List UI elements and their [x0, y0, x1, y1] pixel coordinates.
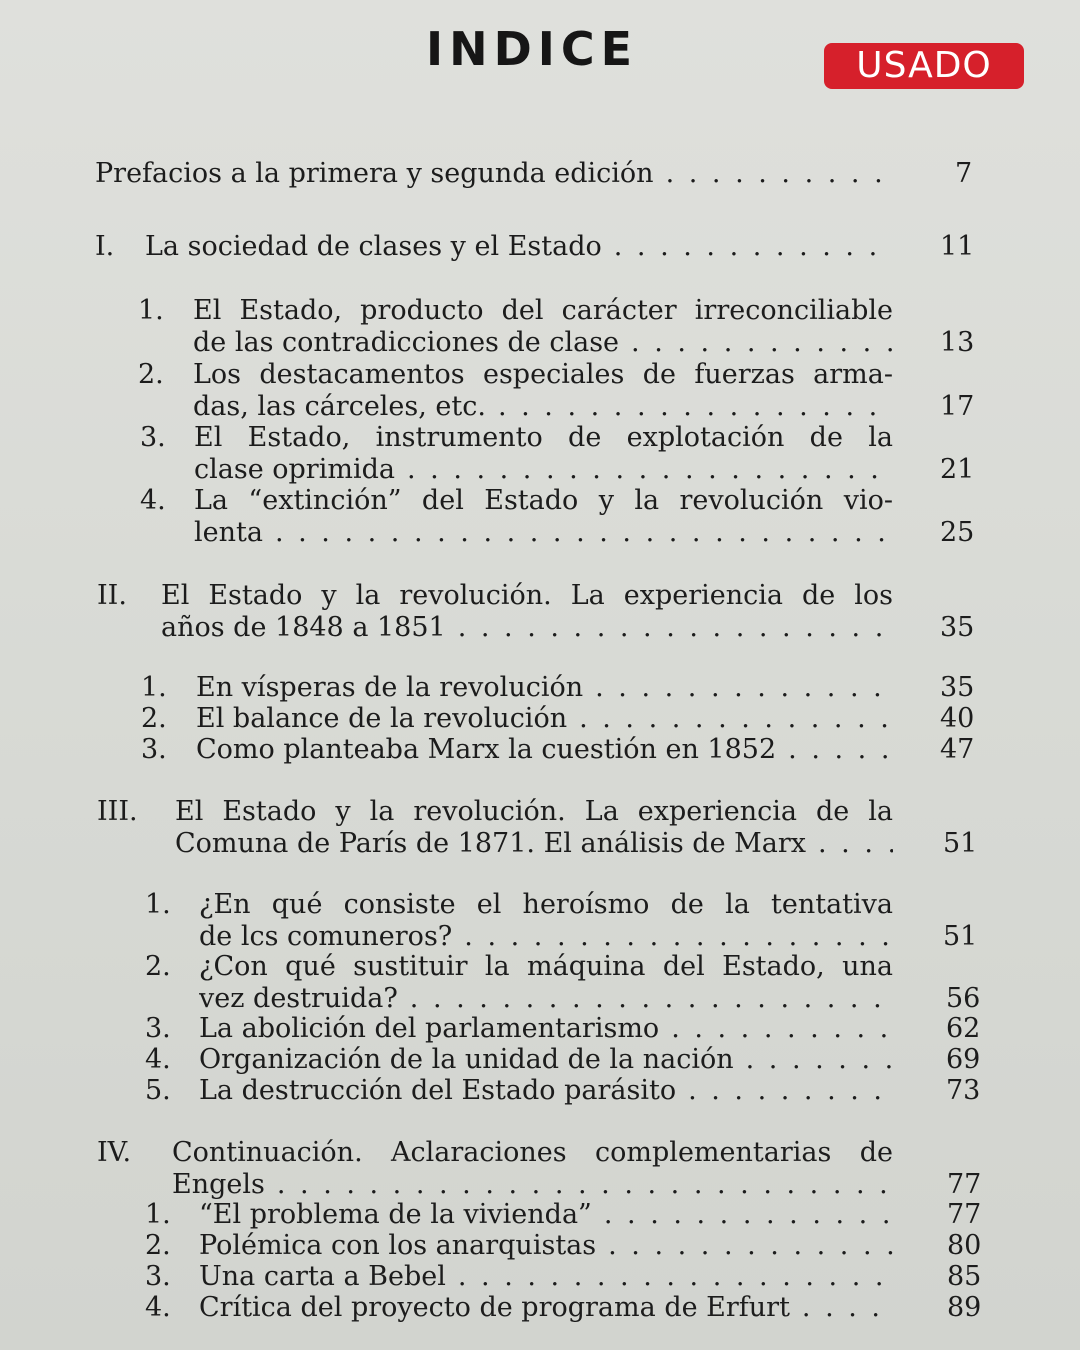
toc-entry-number: 2.	[145, 1230, 171, 1261]
toc-entry	[0, 796, 1080, 860]
toc-entry-text: Continuación. Aclaraciones complementarias de	[172, 1137, 893, 1168]
toc-entry-text: ¿En qué consiste el heroísmo de la tentativa	[199, 889, 893, 920]
toc-entry-line	[161, 580, 893, 612]
toc-entry-number: III.	[97, 796, 138, 827]
toc-entry	[0, 485, 1080, 549]
toc-page-number: 17	[940, 391, 975, 422]
toc-entry-text: Prefacios a la primera y segunda edición	[95, 158, 654, 189]
toc-entry	[0, 295, 1080, 359]
dot-leader	[602, 231, 893, 263]
toc-entry-line	[175, 828, 893, 860]
toc-entry-line	[194, 422, 893, 454]
dot-leader	[395, 454, 893, 486]
toc-entry-line	[199, 1075, 893, 1107]
toc-entry-text: La “extinción” del Estado y la revolución vio-	[194, 485, 893, 516]
toc-entry-text: “El problema de la vivienda”	[199, 1199, 592, 1230]
toc-entry-number: IV.	[97, 1137, 132, 1168]
toc-page-number: 11	[940, 231, 975, 262]
toc-entry-line	[199, 1044, 893, 1076]
toc-page-number: 89	[947, 1292, 982, 1323]
toc-entry	[0, 703, 1080, 735]
toc-entry	[0, 1230, 1080, 1262]
toc-entry	[0, 1199, 1080, 1231]
toc-entry-text: Engels	[172, 1169, 265, 1200]
toc-page-number: 69	[946, 1044, 981, 1075]
toc-entry-text: clase oprimida	[194, 454, 395, 485]
toc-entry-line	[175, 796, 893, 828]
toc-page-number: 85	[947, 1261, 982, 1292]
toc-entry-text: El Estado y la revolución. La experiencia de la	[175, 796, 893, 827]
toc-entry-line	[199, 983, 893, 1015]
toc-entry	[0, 1292, 1080, 1324]
dot-leader	[452, 921, 893, 953]
toc-entry	[0, 231, 1080, 263]
toc-page-number: 51	[943, 828, 978, 859]
toc-entry-line	[172, 1169, 893, 1201]
toc-entry	[0, 1075, 1080, 1107]
toc-entry-line	[199, 889, 893, 921]
dot-leader	[776, 734, 893, 766]
toc-entry-text: lenta	[194, 517, 263, 548]
toc-page-number: 56	[946, 983, 981, 1014]
toc-entry-number: 2.	[145, 951, 171, 982]
toc-entry-number: 1.	[145, 1199, 171, 1230]
toc-entry-text: Polémica con los anarquistas	[199, 1230, 597, 1261]
toc-entry-line	[193, 391, 893, 423]
toc-entry-text: En vísperas de la revolución	[196, 672, 584, 703]
toc-page-number: 47	[940, 734, 975, 765]
toc-page-number: 62	[946, 1013, 981, 1044]
toc-entry-number: 4.	[145, 1044, 171, 1075]
dot-leader	[806, 828, 893, 860]
toc-entry-text: ¿Con qué sustituir la máquina del Estado, una	[199, 951, 893, 982]
toc-entry	[0, 672, 1080, 704]
toc-entry-line	[199, 1013, 893, 1045]
toc-entry-line	[199, 1261, 893, 1293]
dot-leader	[265, 1169, 893, 1201]
dot-leader	[659, 1013, 893, 1045]
toc-page-number: 80	[947, 1230, 982, 1261]
toc-entry-line	[199, 1199, 893, 1231]
dot-leader	[486, 391, 893, 423]
toc-entry-line	[161, 612, 893, 644]
toc-page-number: 35	[940, 672, 975, 703]
toc-entry-line	[145, 231, 893, 263]
used-badge: USADO	[824, 43, 1024, 89]
toc-entry-number: 1.	[145, 889, 171, 920]
toc-entry	[0, 359, 1080, 423]
toc-entry-text: años de 1848 a 1851	[161, 612, 446, 643]
toc-entry-text: Una carta a Bebel	[199, 1261, 446, 1292]
dot-leader	[592, 1199, 893, 1231]
toc-entry-text: de las contradicciones de clase	[193, 327, 620, 358]
toc-entry-line	[194, 517, 893, 549]
toc-entry	[0, 158, 1080, 190]
dot-leader	[446, 1261, 893, 1293]
toc-entry	[0, 1013, 1080, 1045]
toc-entry-number: 4.	[145, 1292, 171, 1323]
toc-entry-text: vez destruida?	[199, 983, 398, 1014]
dot-leader	[790, 1292, 893, 1324]
toc-entry	[0, 1261, 1080, 1293]
toc-page-number: 51	[943, 921, 978, 952]
toc-entry-line	[199, 1230, 893, 1262]
dot-leader	[398, 983, 893, 1015]
toc-entry-number: II.	[97, 580, 127, 611]
toc-entry-text: La abolición del parlamentarismo	[199, 1013, 660, 1044]
toc-entry-line	[172, 1137, 893, 1169]
toc-entry-line	[193, 295, 893, 327]
dot-leader	[654, 158, 893, 190]
toc-entry-number: 1.	[138, 295, 164, 326]
toc-entry-number: 2.	[138, 359, 164, 390]
toc-page-number: 13	[940, 327, 975, 358]
dot-leader	[567, 703, 893, 735]
page-title: INDICE	[425, 22, 639, 76]
toc-entry-line	[194, 454, 893, 486]
toc-entry-number: 3.	[145, 1261, 171, 1292]
toc-entry-line	[196, 672, 893, 704]
toc-entry-text: Los destacamentos especiales de fuerzas arma-	[193, 359, 893, 390]
toc-entry-text: Comuna de París de 1871. El análisis de Marx	[175, 828, 807, 859]
toc-entry-number: 3.	[141, 734, 167, 765]
toc-entry	[0, 1044, 1080, 1076]
toc-entry-text: El Estado, instrumento de explotación de la	[194, 422, 893, 453]
toc-entry-number: 3.	[145, 1013, 171, 1044]
toc-entry-number: I.	[95, 231, 115, 262]
toc-entry	[0, 580, 1080, 644]
toc-page-number: 35	[940, 612, 975, 643]
dot-leader	[619, 327, 893, 359]
dot-leader	[676, 1075, 893, 1107]
dot-leader	[596, 1230, 893, 1262]
toc-entry-line	[193, 327, 893, 359]
toc-entry-text: Como planteaba Marx la cuestión en 1852	[196, 734, 777, 765]
toc-entry-line	[199, 921, 893, 953]
toc-entry-text: La destrucción del Estado parásito	[199, 1075, 677, 1106]
toc-page-number: 40	[940, 703, 975, 734]
dot-leader	[583, 672, 893, 704]
toc-entry	[0, 951, 1080, 1015]
toc-entry-line	[196, 703, 893, 735]
toc-entry-line	[193, 359, 893, 391]
toc-entry-number: 1.	[141, 672, 167, 703]
toc-entry-text: El Estado, producto del carácter irreconciliable	[193, 295, 893, 326]
dot-leader	[263, 517, 893, 549]
toc-entry-text: Crítica del proyecto de programa de Erfurt	[199, 1292, 790, 1323]
toc-page-number: 77	[947, 1199, 982, 1230]
toc-entry	[0, 1137, 1080, 1201]
dot-leader	[446, 612, 893, 644]
dot-leader	[734, 1044, 893, 1076]
toc-entry-number: 4.	[140, 485, 166, 516]
toc-entry	[0, 422, 1080, 486]
toc-page-number: 7	[955, 158, 973, 189]
toc-entry-line	[199, 951, 893, 983]
toc-entry	[0, 889, 1080, 953]
toc-entry-text: de lcs comuneros?	[199, 921, 453, 952]
toc-entry-text: das, las cárceles, etc.	[193, 391, 486, 422]
toc-entry-text: El Estado y la revolución. La experiencia de los	[161, 580, 893, 611]
toc-entry-text: El balance de la revolución	[196, 703, 568, 734]
toc-page-number: 21	[940, 454, 975, 485]
toc-page-number: 73	[946, 1075, 981, 1106]
toc-entry-line	[194, 485, 893, 517]
toc-entry-line	[196, 734, 893, 766]
toc-entry-number: 5.	[145, 1075, 171, 1106]
toc-page-number: 25	[940, 517, 975, 548]
toc-entry-line	[95, 158, 893, 190]
toc-entry-number: 2.	[141, 703, 167, 734]
toc-entry-number: 3.	[140, 422, 166, 453]
toc-entry-text: Organización de la unidad de la nación	[199, 1044, 734, 1075]
toc-entry-line	[199, 1292, 893, 1324]
toc-entry	[0, 734, 1080, 766]
toc-page-number: 77	[947, 1169, 982, 1200]
toc-entry-text: La sociedad de clases y el Estado	[145, 231, 602, 262]
